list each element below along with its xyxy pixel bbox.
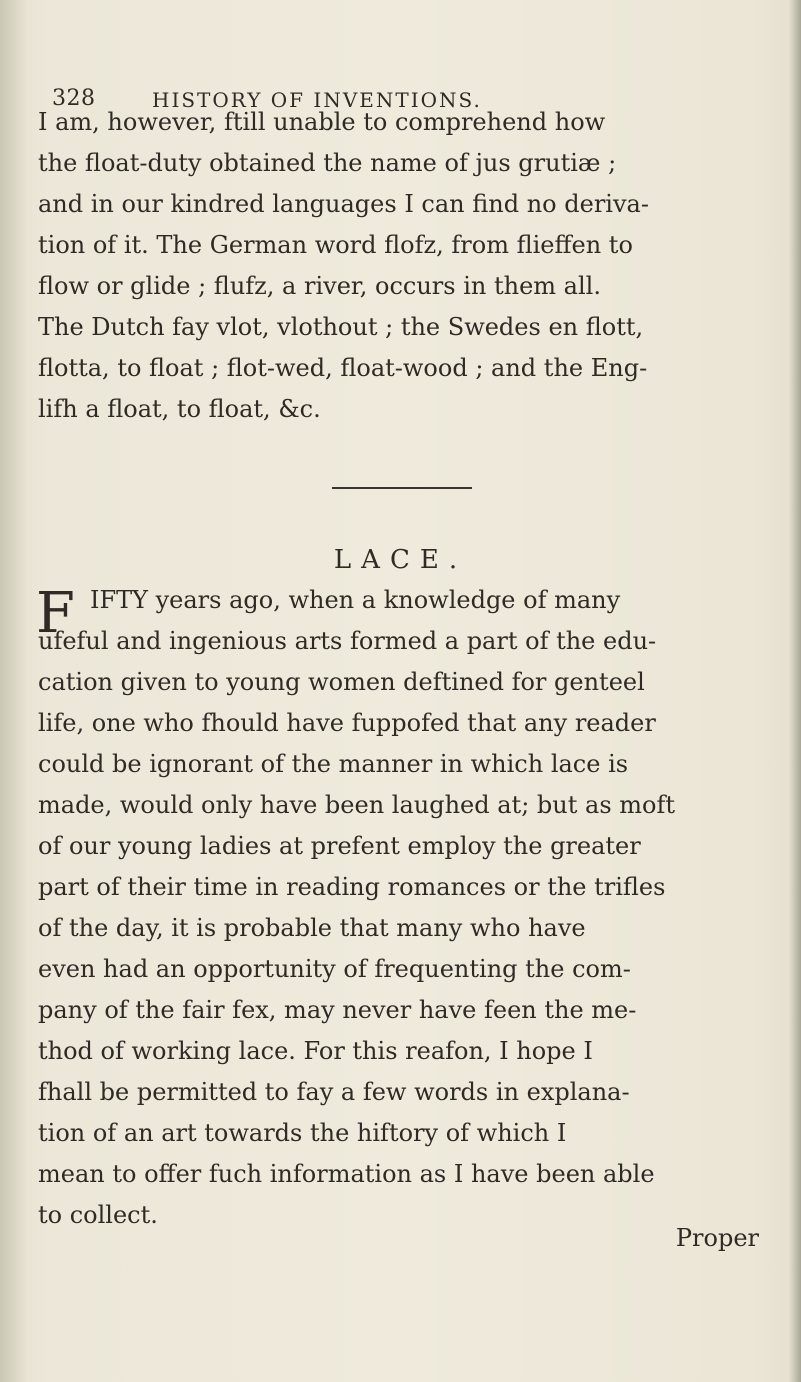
paragraph-1-line-3: and in our kindred languages I can find no deriva-	[38, 190, 649, 218]
paragraph-2	[38, 580, 774, 1236]
paragraph-2-line-14: tion of an art towards the hiftory of which I	[38, 1119, 567, 1147]
paragraph-2-line-1	[38, 580, 774, 621]
catchword: Proper	[675, 1224, 759, 1252]
paragraph-2-line-7: of our young ladies at prefent employ the greater	[38, 832, 641, 860]
page-number: 328	[52, 86, 96, 111]
paragraph-2-line-5: could be ignorant of the manner in which lace is	[38, 750, 629, 778]
paragraph-2-line-9: of the day, it is probable that many who have	[38, 914, 586, 942]
paragraph-2-line-13: fhall be permitted to fay a few words in explana-	[38, 1078, 630, 1106]
paragraph-1-line-8: lifh a float, to float, &c.	[38, 395, 321, 423]
section-divider-rule	[332, 487, 472, 489]
paragraph-2-line-16: to collect.	[38, 1201, 158, 1229]
paragraph-1-line-6: The Dutch fay vlot, vlothout ; the Swedes en flott,	[38, 313, 644, 341]
paragraph-2-line-2: ufeful and ingenious arts formed a part of the edu-	[38, 627, 657, 655]
paragraph-1-line-2: the float-duty obtained the name of jus grutiæ ;	[38, 149, 617, 177]
paragraph-2-line-1-text: IFTY years ago, when a knowledge of many	[90, 586, 621, 614]
page-right-shadow	[789, 0, 801, 1382]
paragraph-2-line-4: life, one who fhould have fuppofed that any reader	[38, 709, 656, 737]
paragraph-1-line-5: flow or glide ; flufz, a river, occurs in them all.	[38, 272, 601, 300]
paragraph-2-line-15: mean to offer fuch information as I have been able	[38, 1160, 655, 1188]
paragraph-1-line-1: I am, however, ftill unable to comprehend how	[38, 108, 606, 136]
paragraph-2-line-6: made, would only have been laughed at; but as moft	[38, 791, 675, 819]
paragraph-2-line-8: part of their time in reading romances or the trifles	[38, 873, 666, 901]
section-title: LACE.	[333, 545, 468, 575]
drop-cap: F	[36, 581, 75, 646]
running-head: HISTORY OF INVENTIONS.	[152, 88, 482, 112]
paragraph-2-line-3: cation given to young women deftined for genteel	[38, 668, 645, 696]
paragraph-2-line-10: even had an opportunity of frequenting the com-	[38, 955, 631, 983]
paragraph-2-line-12: thod of working lace. For this reafon, I hope I	[38, 1037, 593, 1065]
paragraph-1-line-7: flotta, to float ; flot-wed, float-wood ; and the Eng-	[38, 354, 648, 382]
paragraph-1	[38, 102, 774, 430]
paragraph-2-line-11: pany of the fair fex, may never have feen the me-	[38, 996, 637, 1024]
page-left-shadow	[0, 0, 28, 1382]
paragraph-1-line-4: tion of it. The German word flofz, from flieffen to	[38, 231, 633, 259]
